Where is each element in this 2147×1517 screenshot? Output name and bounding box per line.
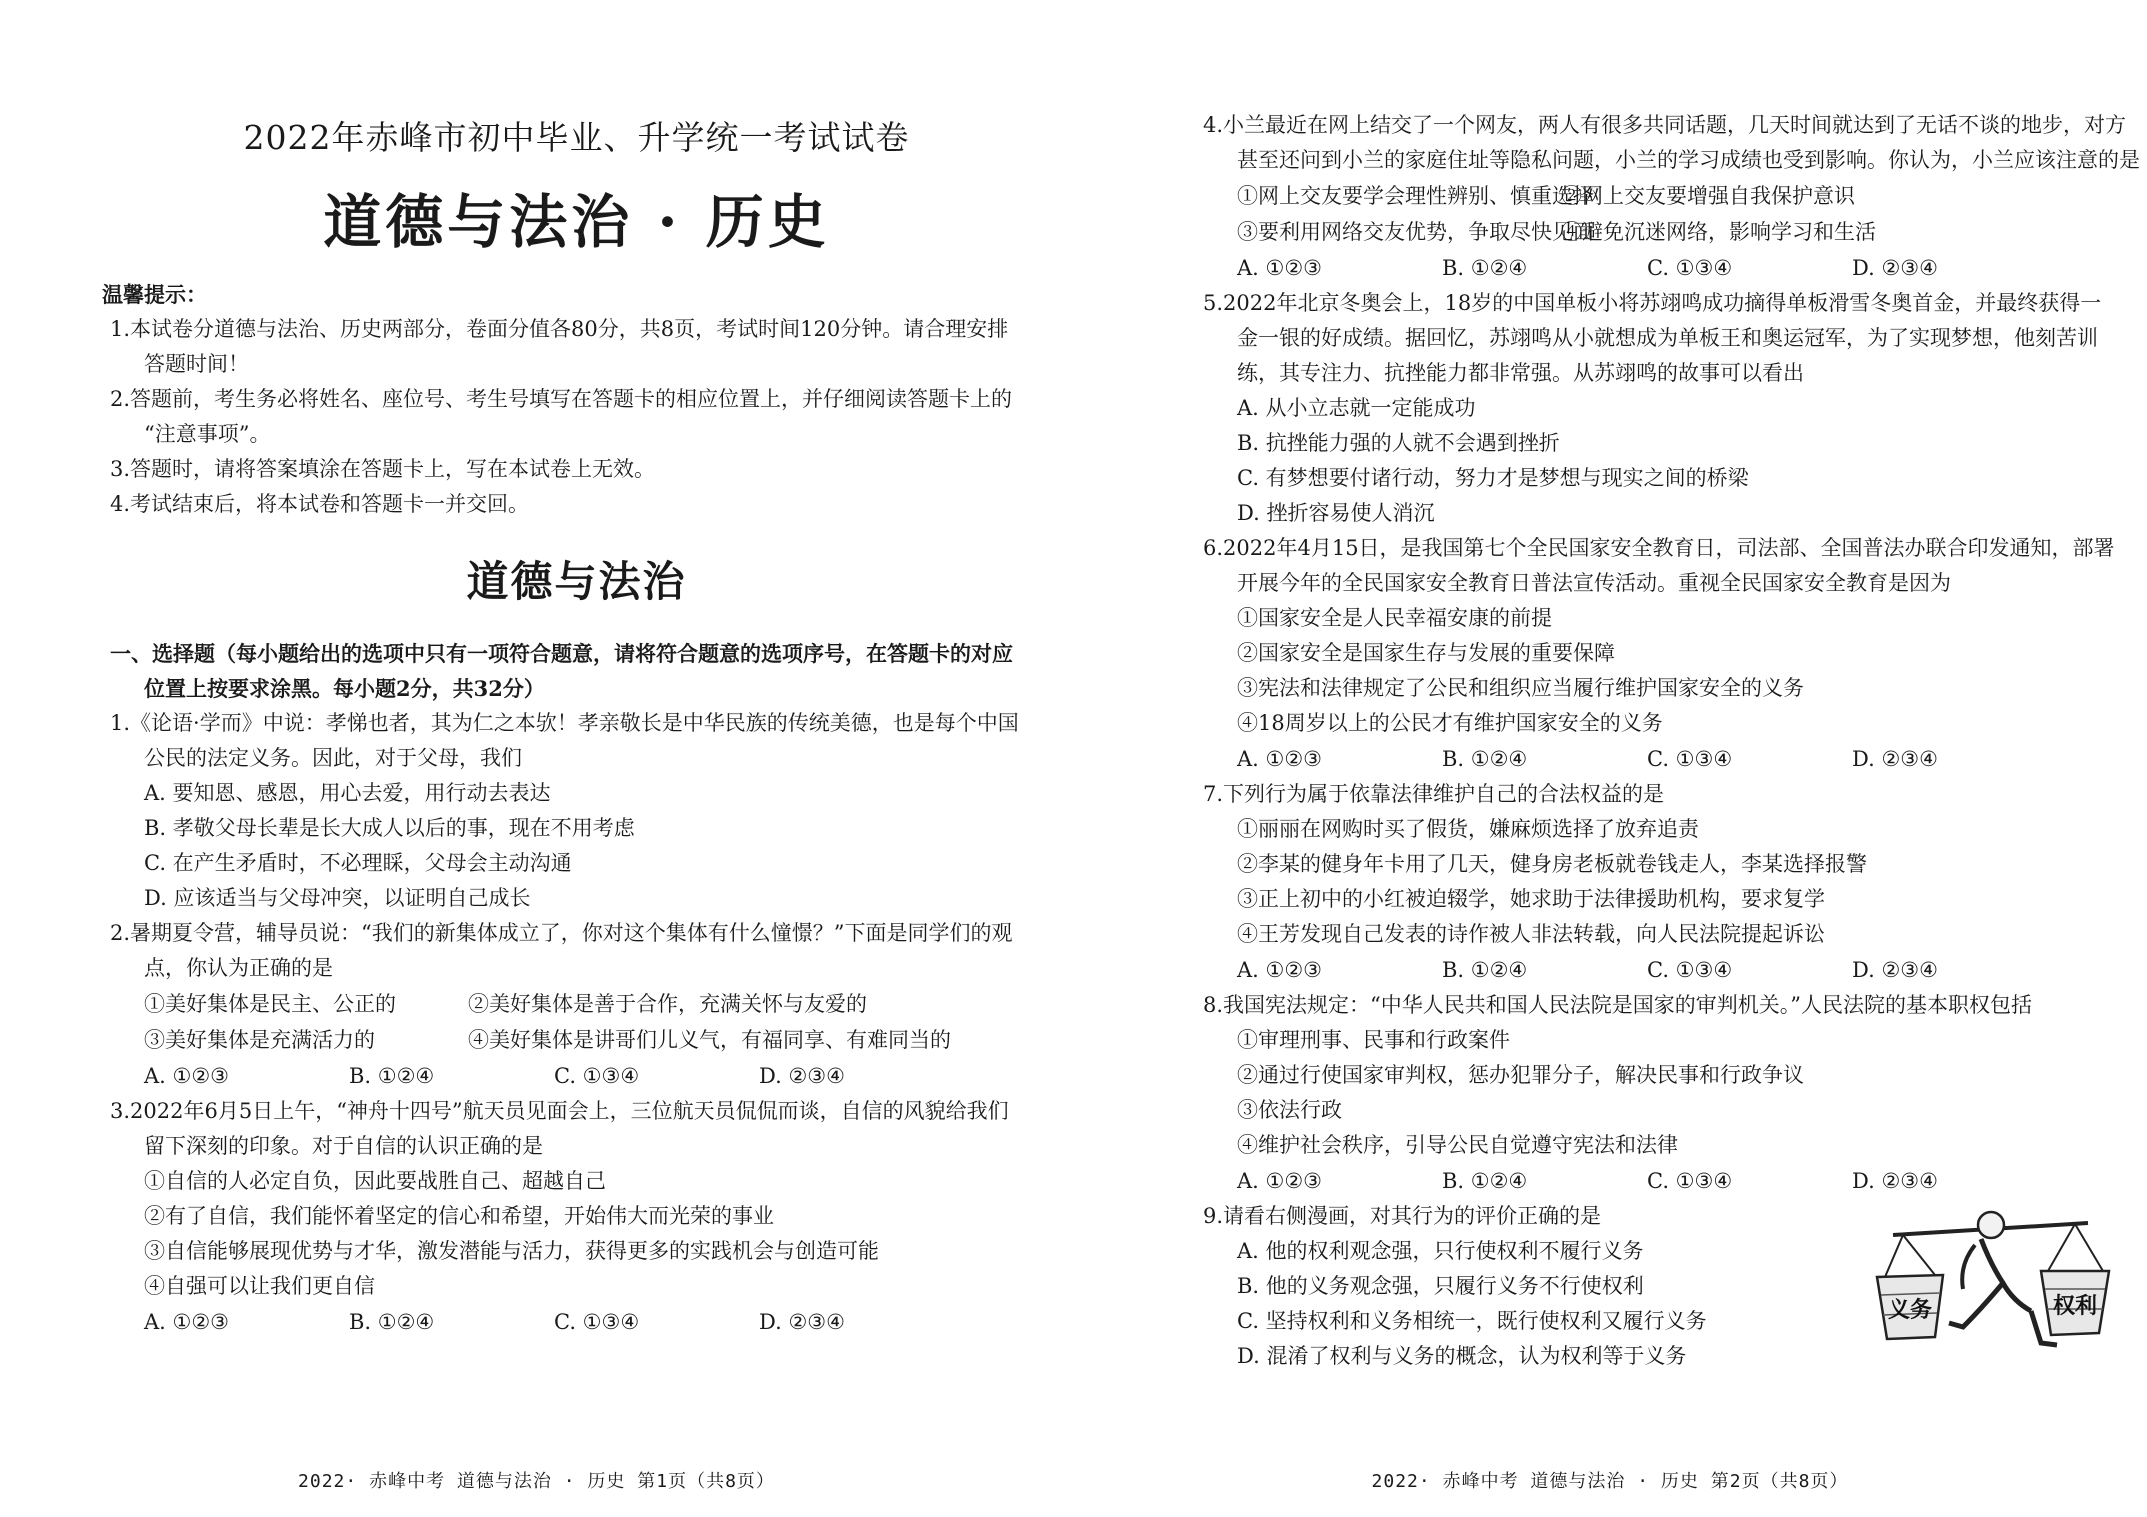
tip-line: 1.本试卷分道德与法治、历史两部分，卷面分值各80分，共8页，考试时间120分钟。请合理安排 [110, 317, 1009, 341]
option-b: B. 孝敬父母长辈是长大成人以后的事，现在不用考虑 [144, 816, 635, 840]
question-3 [110, 1094, 1043, 1340]
tip-line: 4.考试结束后，将本试卷和答题卡一并交回。 [110, 492, 530, 516]
question-stem: 7.下列行为属于依靠法律维护自己的合法权益的是 [1203, 782, 1665, 806]
option-c: C. ①③④ [1647, 958, 1733, 982]
question-4 [1203, 108, 2140, 286]
option-c: C. ①③④ [1647, 1169, 1733, 1193]
section-title: 道德与法治 [466, 557, 687, 606]
option-b: B. 他的义务观念强，只履行义务不行使权利 [1237, 1274, 1644, 1298]
statement: ④避免沉迷网络，影响学习和生活 [1561, 220, 1876, 244]
question-stem: 9.请看右侧漫画，对其行为的评价正确的是 [1203, 1204, 1602, 1228]
tips-heading: 温馨提示： [102, 282, 207, 307]
option-a: A. ①②③ [1237, 747, 1322, 771]
option-b: B. ①②④ [1442, 958, 1528, 982]
statement: ③正上初中的小红被迫辍学，她求助于法律援助机构，要求复学 [1237, 887, 1825, 911]
option-b: B. ①②④ [1442, 256, 1528, 280]
question-1 [110, 706, 1043, 916]
question-stem: 练，其专注力、抗挫能力都非常强。从苏翊鸣的故事可以看出 [1237, 361, 1804, 385]
tip-line: 3.答题时，请将答案填涂在答题卡上，写在本试卷上无效。 [110, 457, 656, 481]
option-d: D. 应该适当与父母冲突，以证明自己成长 [144, 886, 531, 910]
option-d: D. ②③④ [1852, 1169, 1938, 1193]
question-stem: 5.2022年北京冬奥会上，18岁的中国单板小将苏翊鸣成功摘得单板滑雪冬奥首金，并最终获得一 [1203, 291, 2102, 315]
answer-options [1203, 741, 2127, 777]
option-a: A. ①②③ [1237, 1169, 1322, 1193]
statement-row [1203, 214, 2127, 250]
tip-line: 答题时间！ [144, 352, 249, 376]
statement: ②通过行使国家审判权，惩办犯罪分子，解决民事和行政争议 [1237, 1063, 1804, 1087]
option-a: A. ①②③ [1237, 256, 1322, 280]
option-a: A. 他的权利观念强，只行使权利不履行义务 [1237, 1239, 1644, 1263]
question-stem: 甚至还问到小兰的家庭住址等隐私问题，小兰的学习成绩也受到影响。你认为，小兰应该注意的是 [1237, 148, 2140, 172]
answer-options [1203, 250, 2127, 286]
statement: ①审理刑事、民事和行政案件 [1237, 1028, 1510, 1052]
option-a: A. ①②③ [144, 1310, 229, 1334]
statement: ①网上交友要学会理性辨别、慎重选择 [1237, 184, 1594, 208]
statement: ①丽丽在网购时买了假货，嫌麻烦选择了放弃追责 [1237, 817, 1699, 841]
option-a: A. 从小立志就一定能成功 [1237, 396, 1476, 420]
statement: ②国家安全是国家生存与发展的重要保障 [1237, 641, 1615, 665]
question-2 [110, 916, 1043, 1094]
statement-row [110, 1022, 1043, 1058]
statement-row [110, 986, 1043, 1022]
tip-line: 2.答题前，考生务必将姓名、座位号、考生号填写在答题卡的相应位置上，并仔细阅读答题卡上的 [110, 387, 1013, 411]
part-heading: 位置上按要求涂黑。每小题2分，共32分） [144, 676, 545, 701]
option-d: D. 混淆了权利与义务的概念，认为权利等于义务 [1237, 1344, 1687, 1368]
statement: ②网上交友要增强自我保护意识 [1561, 184, 1855, 208]
question-stem: 3.2022年6月5日上午，“神舟十四号”航天员见面会上，三位航天员侃侃而谈，自信的风貌给我们 [110, 1099, 1009, 1123]
statement: ④美好集体是讲哥们儿义气，有福同享、有难同当的 [468, 1028, 951, 1052]
statement: ①自信的人必定自负，因此要战胜自己、超越自己 [144, 1169, 606, 1193]
statement: ④自强可以让我们更自信 [144, 1274, 375, 1298]
page-left [0, 0, 1073, 1517]
statement: ③宪法和法律规定了公民和组织应当履行维护国家安全的义务 [1237, 676, 1804, 700]
question-7 [1203, 777, 2127, 988]
option-b: B. ①②④ [1442, 1169, 1528, 1193]
cartoon-label-obligation: 义务 [1887, 1298, 1933, 1323]
question-8 [1203, 988, 2127, 1199]
question-stem: 金一银的好成绩。据回忆，苏翊鸣从小就想成为单板王和奥运冠军，为了实现梦想，他刻苦训 [1237, 326, 2098, 350]
statement: ③要利用网络交友优势，争取尽快见面 [1237, 220, 1594, 244]
option-a: A. 要知恩、感恩，用心去爱，用行动去表达 [144, 781, 551, 805]
question-stem: 公民的法定义务。因此，对于父母，我们 [144, 746, 522, 770]
subject-title: 道德与法治 · 历史 [323, 188, 830, 256]
option-c: C. ①③④ [554, 1310, 640, 1334]
question-stem: 2.暑期夏令营，辅导员说：“我们的新集体成立了，你对这个集体有什么憧憬？”下面是同学们的观 [110, 921, 1013, 945]
question-stem: 1.《论语·学而》中说：孝悌也者，其为仁之本欤！孝亲敬长是中华民族的传统美德，也是每个中国 [110, 711, 1019, 735]
tip-line: “注意事项”。 [144, 422, 271, 446]
option-c: C. ①③④ [1647, 256, 1733, 280]
statement: ④维护社会秩序，引导公民自觉遵守宪法和法律 [1237, 1133, 1678, 1157]
option-d: D. 挫折容易使人消沉 [1237, 501, 1435, 525]
tips-block [102, 278, 1043, 522]
option-c: C. 坚持权利和义务相统一，既行使权利又履行义务 [1237, 1309, 1707, 1333]
option-d: D. ②③④ [1852, 958, 1938, 982]
statement: ③自信能够展现优势与才华，激发潜能与活力，获得更多的实践机会与创造可能 [144, 1239, 879, 1263]
cartoon-illustration [1863, 1205, 2113, 1355]
statement: ②美好集体是善于合作，充满关怀与友爱的 [468, 992, 867, 1016]
option-c: C. ①③④ [554, 1064, 640, 1088]
cartoon-label-right: 权利 [2052, 1294, 2098, 1319]
question-9 [1203, 1199, 2127, 1374]
part-heading: 一、选择题（每小题给出的选项中只有一项符合题意，请将符合题意的选项序号，在答题卡的对应 [110, 641, 1013, 666]
statement: ③依法行政 [1237, 1098, 1342, 1122]
statement: ③美好集体是充满活力的 [144, 1028, 375, 1052]
page-right [1073, 0, 2147, 1517]
exam-title: 2022年赤峰市初中毕业、升学统一考试试卷 [243, 118, 910, 157]
question-stem: 6.2022年4月15日，是我国第七个全民国家安全教育日，司法部、全国普法办联合印发通知，部署 [1203, 536, 2115, 560]
statement: ①美好集体是民主、公正的 [144, 992, 396, 1016]
statement: ①国家安全是人民幸福安康的前提 [1237, 606, 1552, 630]
option-a: A. ①②③ [1237, 958, 1322, 982]
page-footer: 2022· 赤峰中考 道德与法治 · 历史 第1页（共8页） [298, 1471, 775, 1492]
option-d: D. ②③④ [759, 1310, 845, 1334]
option-c: C. 有梦想要付诸行动，努力才是梦想与现实之间的桥梁 [1237, 466, 1749, 490]
statement: ②李某的健身年卡用了几天，健身房老板就卷钱走人，李某选择报警 [1237, 852, 1867, 876]
option-d: D. ②③④ [1852, 747, 1938, 771]
statement: ②有了自信，我们能怀着坚定的信心和希望，开始伟大而光荣的事业 [144, 1204, 774, 1228]
option-c: C. ①③④ [1647, 747, 1733, 771]
answer-options [110, 1058, 1043, 1094]
option-d: D. ②③④ [1852, 256, 1938, 280]
question-stem: 8.我国宪法规定：“中华人民共和国人民法院是国家的审判机关。”人民法院的基本职权包括 [1203, 993, 2033, 1017]
question-stem: 开展今年的全民国家安全教育日普法宣传活动。重视全民国家安全教育是因为 [1237, 571, 1951, 595]
answer-options [110, 1304, 1043, 1340]
person-head [1978, 1212, 2004, 1238]
question-stem: 点，你认为正确的是 [144, 956, 333, 980]
option-a: A. ①②③ [144, 1064, 229, 1088]
statement: ④18周岁以上的公民才有维护国家安全的义务 [1237, 711, 1663, 735]
option-b: B. ①②④ [349, 1064, 435, 1088]
option-d: D. ②③④ [759, 1064, 845, 1088]
question-stem: 4.小兰最近在网上结交了一个网友，两人有很多共同话题，几天时间就达到了无话不谈的地步，对方 [1203, 113, 2127, 137]
option-b: B. ①②④ [1442, 747, 1528, 771]
question-6 [1203, 531, 2127, 777]
statement-row [1203, 178, 2127, 214]
question-stem: 留下深刻的印象。对于自信的认识正确的是 [144, 1134, 543, 1158]
statement: ④王芳发现自己发表的诗作被人非法转载，向人民法院提起诉讼 [1237, 922, 1825, 946]
option-b: B. 抗挫能力强的人就不会遇到挫折 [1237, 431, 1560, 455]
answer-options [1203, 952, 2127, 988]
option-b: B. ①②④ [349, 1310, 435, 1334]
page-footer: 2022· 赤峰中考 道德与法治 · 历史 第2页（共8页） [1371, 1471, 1849, 1492]
answer-options [1203, 1163, 2127, 1199]
question-5 [1203, 286, 2127, 531]
option-c: C. 在产生矛盾时，不必理睬，父母会主动沟通 [144, 851, 572, 875]
